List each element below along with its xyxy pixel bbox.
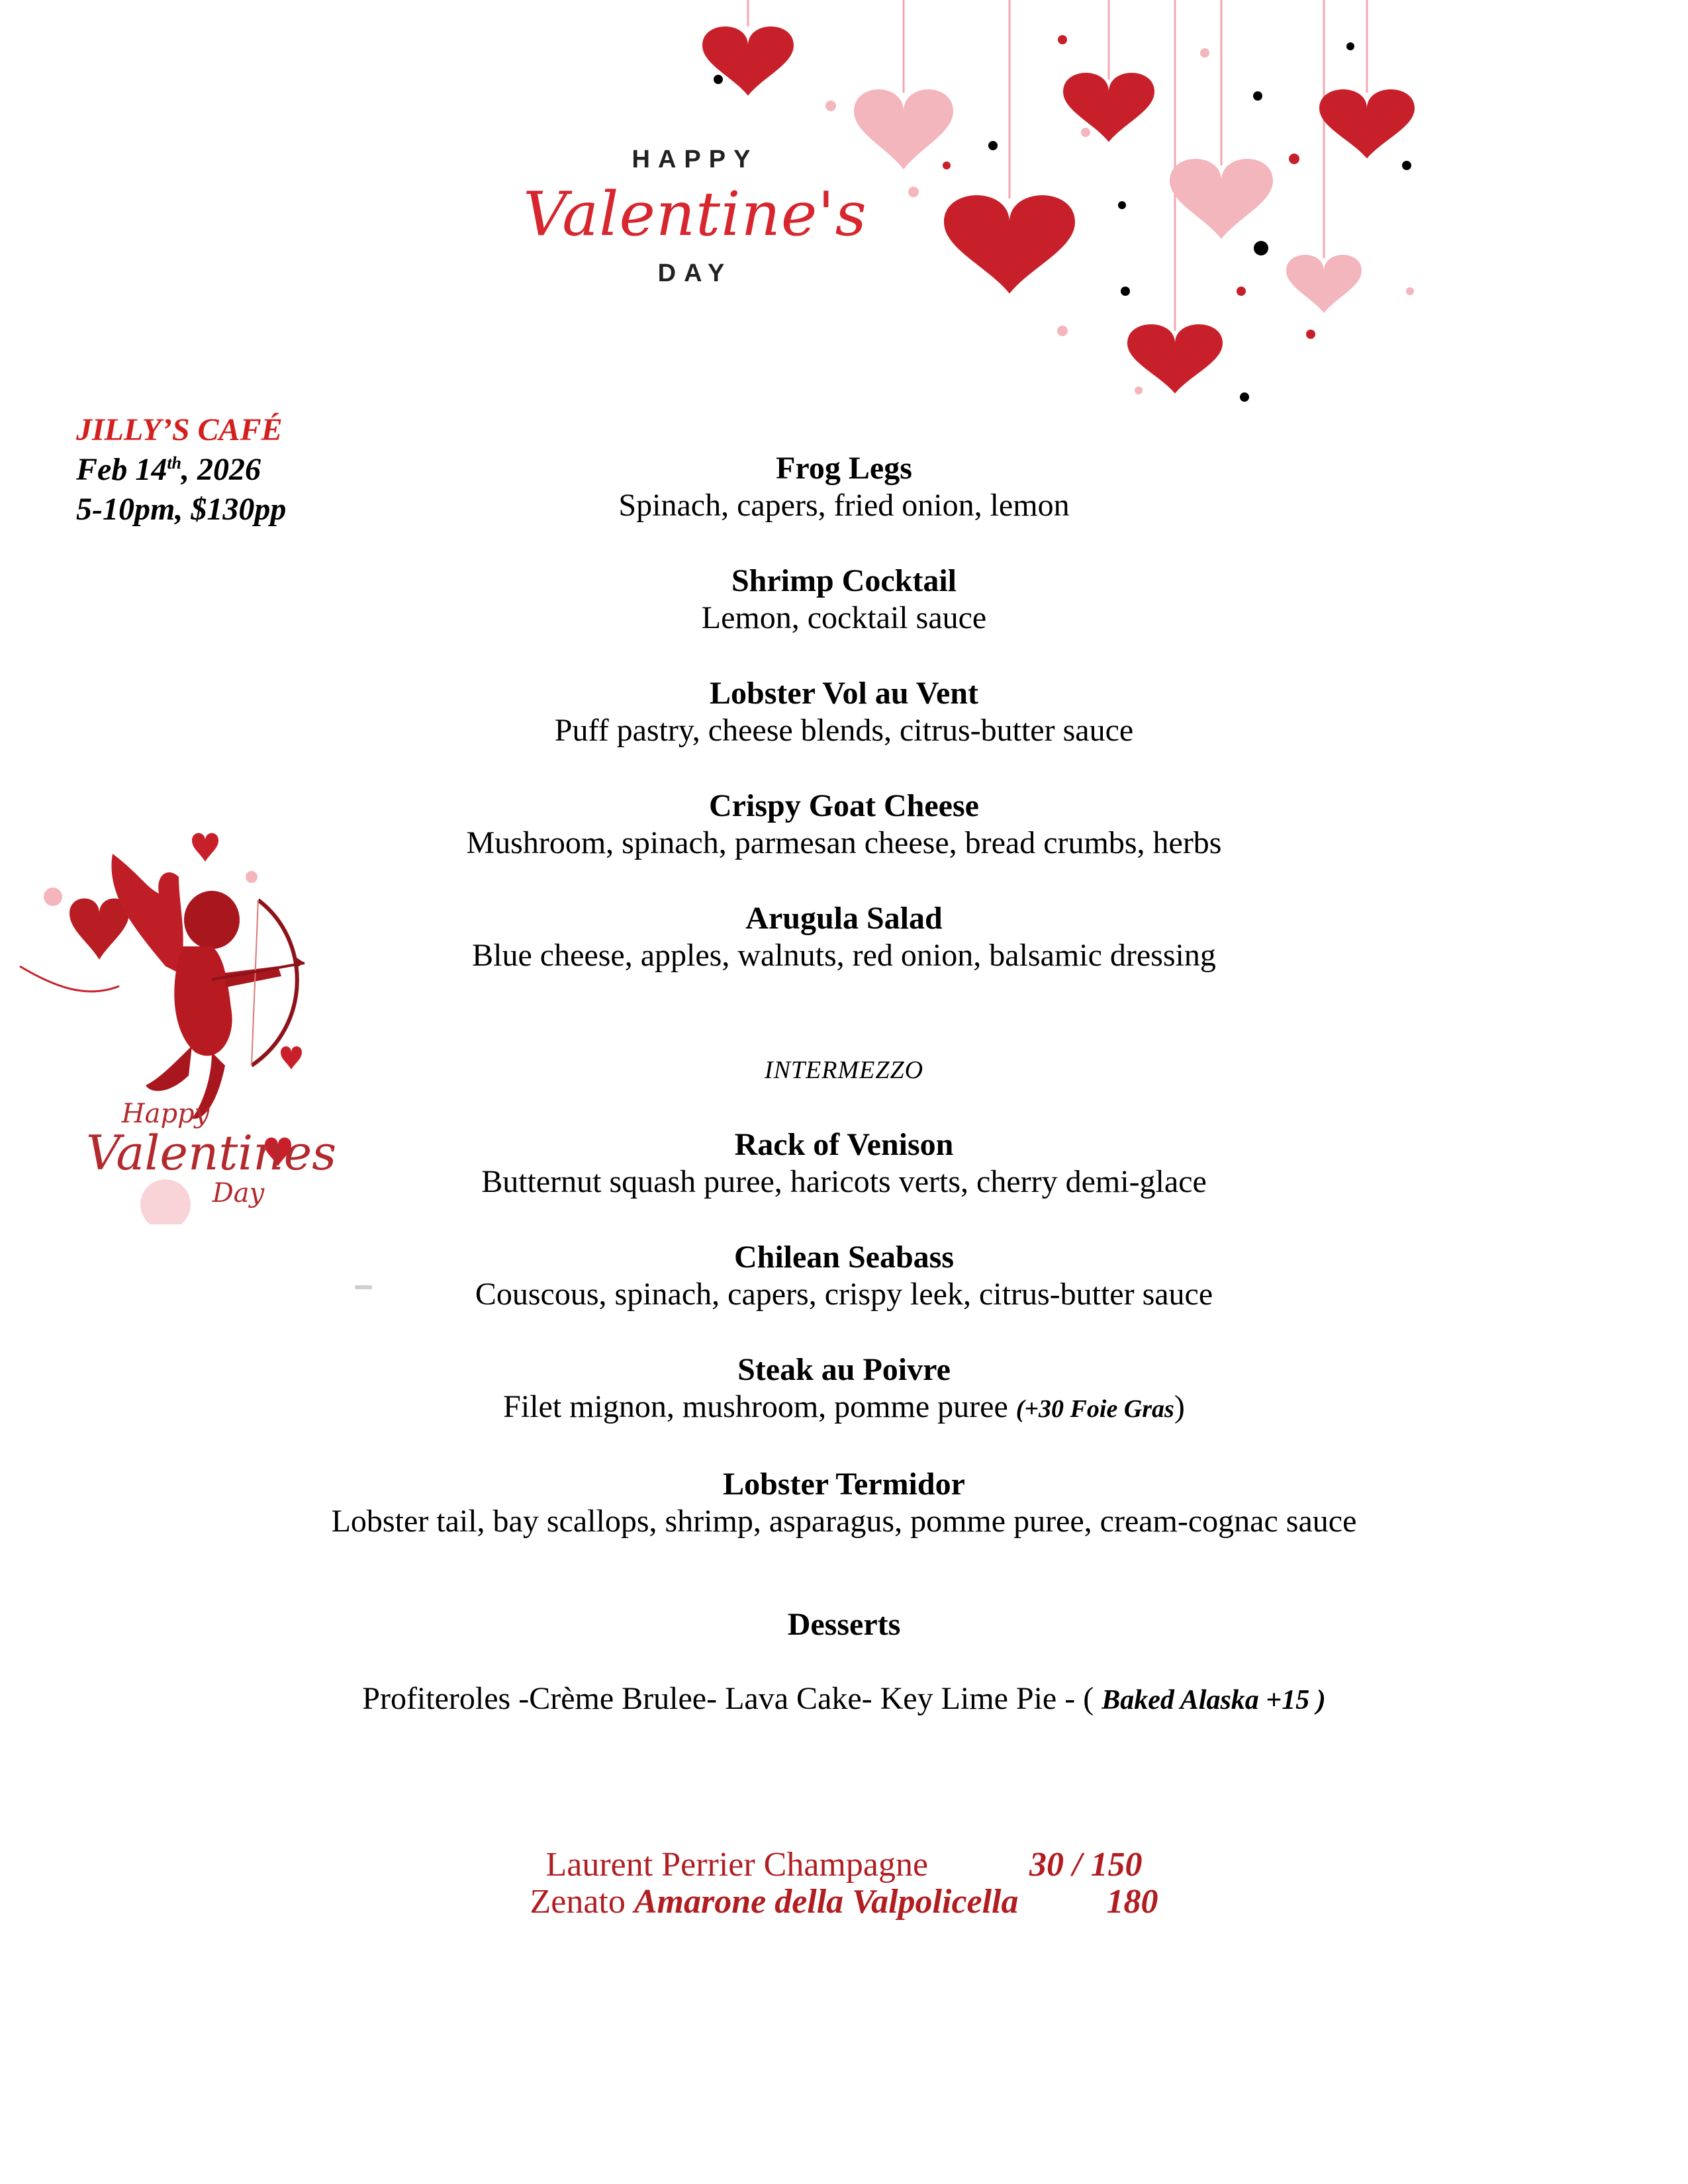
divider-mark [355,1285,372,1289]
cupid-day-text: Day [212,1178,265,1208]
dish-description: Puff pastry, cheese blends, citrus-butter sauce [554,713,1134,748]
dish-description: Filet mignon, mushroom, pomme puree [503,1389,1016,1424]
dish-description: Blue cheese, apples, walnuts, red onion, balsamic dressing [472,938,1216,973]
heart-icon [70,899,129,960]
desserts-title: Desserts [787,1607,901,1642]
dish-name: Chilean Seabass [733,1240,955,1275]
wine-name: Amarone della Valpolicella [633,1883,1019,1921]
cupid-valentines-text: Valentines [86,1125,337,1181]
heart-icon [1286,255,1362,313]
dish-name: Arugula Salad [745,901,943,936]
dish-name: Lobster Termidor [723,1467,965,1502]
dish-description: Couscous, spinach, capers, crispy leek, citrus-butter sauce [475,1277,1213,1312]
wine-price: 30 / 150 [1029,1846,1143,1884]
heart-icon [192,833,218,862]
valentines-banner [0,0,1688,424]
dish-description-with-addon [0,1388,1688,1428]
cupid-body [174,946,232,1056]
heart-icon [702,26,794,96]
wine-list [0,1846,1688,1921]
heart-strings [748,0,1367,331]
date-ordinal: th [167,453,182,473]
dish-description: Butternut squash puree, haricots verts, cherry demi-glace [481,1164,1207,1199]
cupid-happy-text: Happy [121,1099,210,1129]
intermezzo-label: INTERMEZZO [764,1056,924,1084]
dish-description: Mushroom, spinach, parmesan cheese, bread crumbs, herbs [466,825,1222,860]
date-prefix: Feb 14 [76,452,167,487]
heart-icon [1127,324,1223,394]
wine-price: 180 [1106,1883,1158,1921]
banner-day-text: DAY [657,259,733,287]
heart-icon [854,89,953,169]
heart-icon [1319,89,1415,159]
heart-icon [1063,73,1154,142]
heart-icon [281,1046,302,1069]
wine-item [0,1884,1688,1921]
menu-item [0,450,1688,524]
dish-description: Spinach, capers, fried onion, lemon [618,488,1070,523]
dish-name: Crispy Goat Cheese [709,788,979,823]
wine-item [0,1846,1688,1884]
dish-description: Lobster tail, bay scallops, shrimp, asparagus, pomme puree, cream-cognac sauce [331,1504,1357,1539]
menu-item [0,675,1688,749]
heart-icon [1170,159,1273,239]
date-suffix: , 2026 [181,452,261,487]
dish-description: Lemon, cocktail sauce [701,600,987,635]
menu-item [0,1351,1688,1428]
wine-name: Laurent Perrier Champagne [545,1846,929,1884]
cafe-name: JILLY’S CAFÉ [76,412,283,447]
addon-foie-gras: (+30 Foie Gras [1015,1395,1174,1423]
hours-and-price: 5-10pm, $130pp [76,492,287,527]
cupid-head [184,891,240,949]
banner-happy-text: HAPPY [632,146,759,173]
dish-name: Lobster Vol au Vent [710,676,978,711]
menu-item [0,1466,1688,1540]
wine-producer: Zenato [530,1883,634,1921]
heart-icon [944,195,1075,294]
banner-valentines-script: Valentine's [523,179,867,250]
menu-item [0,1239,1688,1313]
dish-name: Rack of Venison [734,1127,954,1162]
bow-shape [252,900,297,1066]
desserts-items: Profiteroles -Crème Brulee- Lava Cake- Key Lime Pie - ( [362,1681,1102,1716]
addon-close: ) [1174,1389,1185,1424]
menu-item [0,563,1688,637]
dish-name: Shrimp Cocktail [731,563,957,598]
dish-name: Frog Legs [776,451,912,486]
baked-alaska-extra: Baked Alaska +15 ) [1102,1685,1326,1715]
desserts-list [0,1680,1688,1719]
dish-name: Steak au Poivre [737,1352,951,1387]
